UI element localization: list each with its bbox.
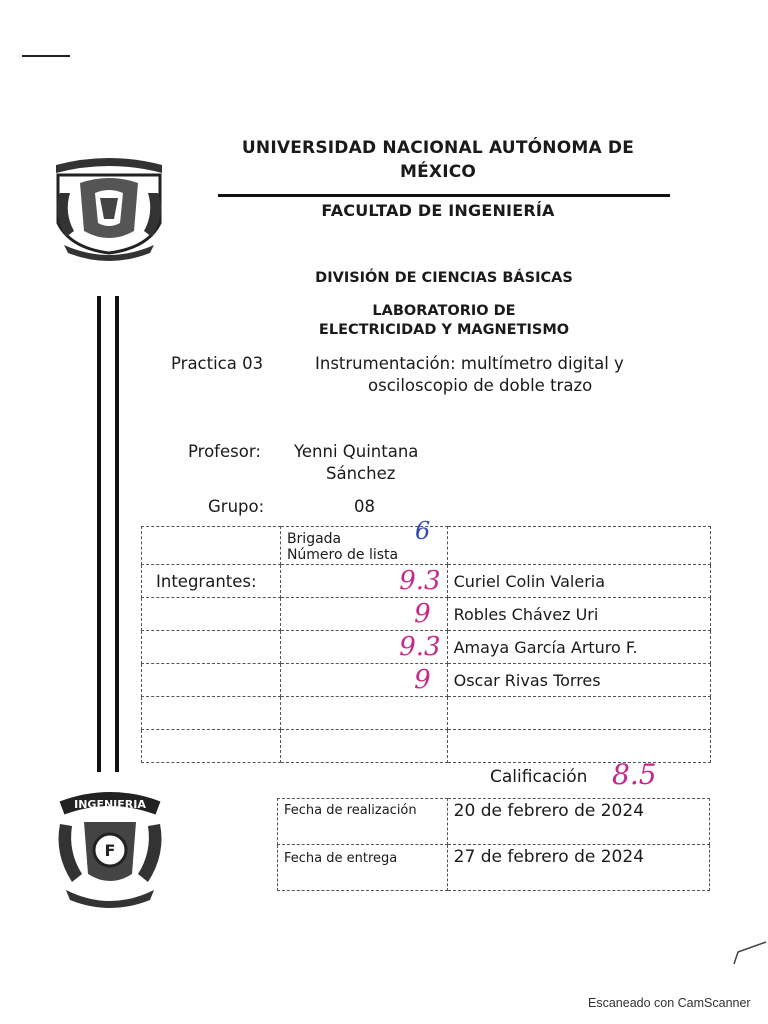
group-label: Grupo: xyxy=(208,497,265,516)
professor-name-line2: Sánchez xyxy=(326,464,396,483)
unam-seal-icon xyxy=(50,153,168,263)
member-name: Curiel Colin Valeria xyxy=(447,565,710,598)
grade-cell xyxy=(280,664,447,697)
professor-name-line1: Yenni Quintana xyxy=(294,442,419,461)
table-row xyxy=(142,631,711,664)
table-cell-empty xyxy=(142,664,281,697)
camscanner-footer: Escaneado con CamScanner xyxy=(588,996,751,1010)
division-title: DIVISIÓN DE CIENCIAS BÁSICAS xyxy=(315,270,573,286)
university-title-line2: MÉXICO xyxy=(399,162,477,182)
table-row xyxy=(278,799,710,845)
group-value: 08 xyxy=(354,497,375,516)
table-cell-empty xyxy=(142,730,281,763)
table-cell-empty xyxy=(142,527,281,565)
faculty-title: FACULTAD DE INGENIERÍA xyxy=(321,201,555,220)
university-title-line1: UNIVERSIDAD NACIONAL AUTÓNOMA DE xyxy=(241,138,635,158)
grade-cell xyxy=(280,598,447,631)
corner-mark-icon xyxy=(728,938,768,968)
brigada-value: 6 xyxy=(414,517,431,545)
pen-mark xyxy=(22,55,70,57)
table-cell-empty xyxy=(142,697,281,730)
table-cell-empty xyxy=(142,598,281,631)
fecha-entrega-value: 27 de febrero de 2024 xyxy=(447,845,709,891)
table-cell-empty xyxy=(447,527,710,565)
grade-cell xyxy=(280,565,447,598)
table-row xyxy=(278,845,710,891)
practice-number: Practica 03 xyxy=(171,354,264,373)
fecha-entrega-label: Fecha de entrega xyxy=(278,845,448,891)
member-grade: 9.3 xyxy=(399,566,441,596)
lab-title-line2: ELECTRICIDAD Y MAGNETISMO xyxy=(318,322,570,338)
fecha-realizacion-label: Fecha de realización xyxy=(278,799,448,845)
practice-title-line2: osciloscopio de doble trazo xyxy=(368,376,593,395)
table-cell-empty xyxy=(447,697,710,730)
lab-title-line1: LABORATORIO DE xyxy=(372,303,516,319)
member-grade: 9 xyxy=(414,599,431,629)
member-name: Amaya García Arturo F. xyxy=(447,631,710,664)
brigada-label: Brigada xyxy=(286,530,342,547)
title-rule xyxy=(218,194,670,197)
table-row xyxy=(142,697,711,730)
grade-cell xyxy=(280,631,447,664)
svg-text:F: F xyxy=(104,841,116,860)
integrantes-label: Integrantes: xyxy=(142,565,281,598)
table-row xyxy=(142,565,711,598)
table-row xyxy=(142,664,711,697)
ingenieria-seal-text: INGENIERIA xyxy=(74,798,146,811)
left-bar-2 xyxy=(115,296,119,772)
table-cell-empty xyxy=(447,730,710,763)
fecha-realizacion-value: 20 de febrero de 2024 xyxy=(447,799,709,845)
member-grade: 9.3 xyxy=(399,632,441,662)
members-table xyxy=(141,517,711,763)
calificacion-label: Calificación xyxy=(490,767,588,787)
brigada-cell xyxy=(280,517,447,565)
practice-title-line1: Instrumentación: multímetro digital y xyxy=(315,354,624,373)
numero-lista-label: Número de lista xyxy=(286,546,399,563)
ingenieria-seal-icon xyxy=(54,790,166,908)
member-name: Oscar Rivas Torres xyxy=(447,664,710,697)
table-row xyxy=(142,598,711,631)
table-cell-empty xyxy=(280,697,447,730)
professor-label: Profesor: xyxy=(188,442,261,461)
dates-table xyxy=(277,798,710,891)
table-cell-empty xyxy=(280,730,447,763)
member-grade: 9 xyxy=(414,665,431,695)
table-cell-empty xyxy=(142,631,281,664)
calificacion-value: 8.5 xyxy=(612,758,657,791)
left-bar-1 xyxy=(97,296,101,772)
member-name: Robles Chávez Uri xyxy=(447,598,710,631)
